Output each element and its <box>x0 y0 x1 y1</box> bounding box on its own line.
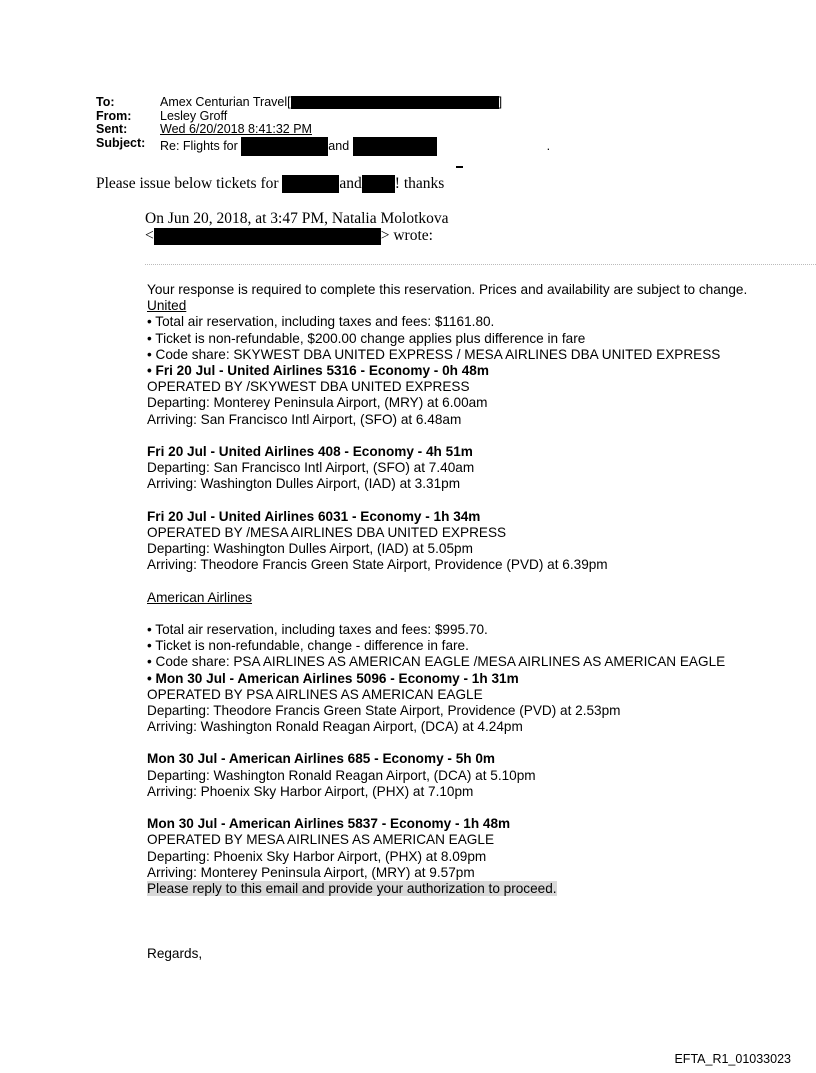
list-item: • Ticket is non-refundable, change - difference in fare. <box>147 638 469 654</box>
list-item: • Code share: PSA AIRLINES AS AMERICAN EAGLE /MESA AIRLINES AS AMERICAN EAGLE <box>147 654 726 670</box>
to-close-bracket: ] <box>498 95 503 109</box>
intro-line <box>96 175 444 193</box>
subject-prefix: Re: Flights for <box>160 138 238 153</box>
from-value: Lesley Groff <box>160 108 228 123</box>
to-recipient: Amex Centurian Travel[ <box>160 95 291 109</box>
flight-operator: OPERATED BY PSA AIRLINES AS AMERICAN EAGLE <box>147 686 483 702</box>
redacted-email <box>291 96 499 109</box>
stray-mark <box>456 166 463 168</box>
to-label: To: <box>96 95 115 109</box>
subject-and: and <box>328 138 350 153</box>
intro-suffix: ! thanks <box>394 175 445 192</box>
flight-arriving: Arriving: San Francisco Intl Airport, (SFO) at 6.48am <box>147 411 462 427</box>
flight-arriving: Arriving: Theodore Francis Green State Airport, Providence (PVD) at 6.39pm <box>147 557 608 573</box>
flight-departing: Departing: Theodore Francis Green State Airport, Providence (PVD) at 2.53pm <box>147 702 621 718</box>
sent-value: Wed 6/20/2018 8:41:32 PM <box>160 122 312 136</box>
quote-open: < <box>145 227 154 244</box>
redacted-name <box>353 137 437 156</box>
sent-row <box>96 123 550 137</box>
from-label: From: <box>96 108 132 123</box>
quote-line-2 <box>145 227 449 245</box>
subject-end: . <box>546 138 551 153</box>
flight-departing: Departing: Washington Dulles Airport, (IAD) at 5.05pm <box>147 541 473 556</box>
flight-arriving: Arriving: Washington Ronald Reagan Airport, (DCA) at 4.24pm <box>147 719 523 735</box>
to-value <box>160 96 502 110</box>
list-item: • Ticket is non-refundable, $200.00 change applies plus difference in fare <box>147 330 586 346</box>
intro-and: and <box>339 175 362 192</box>
flight-departing: Departing: Washington Ronald Reagan Airport, (DCA) at 5.10pm <box>147 767 536 783</box>
from-row <box>96 110 550 124</box>
flight-title: • Fri 20 Jul - United Airlines 5316 - Economy - 0h 48m <box>147 362 489 378</box>
email-header <box>96 96 550 156</box>
redacted-name <box>362 175 395 193</box>
intro-prefix: Please issue below tickets for <box>96 175 279 192</box>
message-body <box>147 282 807 962</box>
redacted-name <box>282 175 339 193</box>
airline-heading-american: American Airlines <box>147 589 253 605</box>
flight-departing: Departing: Phoenix Sky Harbor Airport, (PHX) at 8.09pm <box>147 848 487 864</box>
subject-label: Subject: <box>96 135 146 150</box>
list-item: • Total air reservation, including taxes and fees: $995.70. <box>147 621 488 637</box>
redacted-email <box>154 228 381 245</box>
subject-value <box>160 137 550 156</box>
flight-departing: Departing: San Francisco Intl Airport, (SFO) at 7.40am <box>147 460 475 476</box>
to-row <box>96 96 550 110</box>
quote-line-1: On Jun 20, 2018, at 3:47 PM, Natalia Molotkova <box>145 210 449 227</box>
flight-operator: OPERATED BY /SKYWEST DBA UNITED EXPRESS <box>147 379 470 395</box>
flight-operator: OPERATED BY /MESA AIRLINES DBA UNITED EXPRESS <box>147 524 507 540</box>
flight-departing: Departing: Monterey Peninsula Airport, (MRY) at 6.00am <box>147 395 488 411</box>
subject-row <box>96 137 550 156</box>
flight-title: Fri 20 Jul - United Airlines 6031 - Economy - 1h 34m <box>147 508 481 524</box>
regards: Regards, <box>147 945 203 961</box>
flight-title: • Mon 30 Jul - American Airlines 5096 - Economy - 1h 31m <box>147 670 519 686</box>
flight-arriving: Arriving: Phoenix Sky Harbor Airport, (PHX) at 7.10pm <box>147 783 474 799</box>
reply-request: Please reply to this email and provide your authorization to proceed. <box>147 880 557 896</box>
list-item: • Code share: SKYWEST DBA UNITED EXPRESS / MESA AIRLINES DBA UNITED EXPRESS <box>147 346 721 362</box>
quote-attribution <box>145 210 449 245</box>
flight-title: Fri 20 Jul - United Airlines 408 - Economy - 4h 51m <box>147 443 473 459</box>
list-item: • Total air reservation, including taxes and fees: $1161.80. <box>147 314 495 330</box>
airline-heading-united: United <box>147 298 187 314</box>
flight-arriving: Arriving: Washington Dulles Airport, (IAD) at 3.31pm <box>147 476 461 492</box>
sent-label: Sent: <box>96 122 128 136</box>
flight-arriving: Arriving: Monterey Peninsula Airport, (MRY) at 9.57pm <box>147 864 475 880</box>
redacted-name <box>241 137 328 156</box>
flight-title: Mon 30 Jul - American Airlines 685 - Economy - 5h 0m <box>147 751 496 767</box>
flight-operator: OPERATED BY MESA AIRLINES AS AMERICAN EAGLE <box>147 832 495 848</box>
quote-close: > wrote: <box>380 227 433 244</box>
document-id: EFTA_R1_01033023 <box>674 1052 791 1066</box>
flight-title: Mon 30 Jul - American Airlines 5837 - Economy - 1h 48m <box>147 816 511 832</box>
quote-divider <box>145 264 816 265</box>
message-intro: Your response is required to complete this reservation. Prices and availability are subject to change. <box>147 282 748 297</box>
